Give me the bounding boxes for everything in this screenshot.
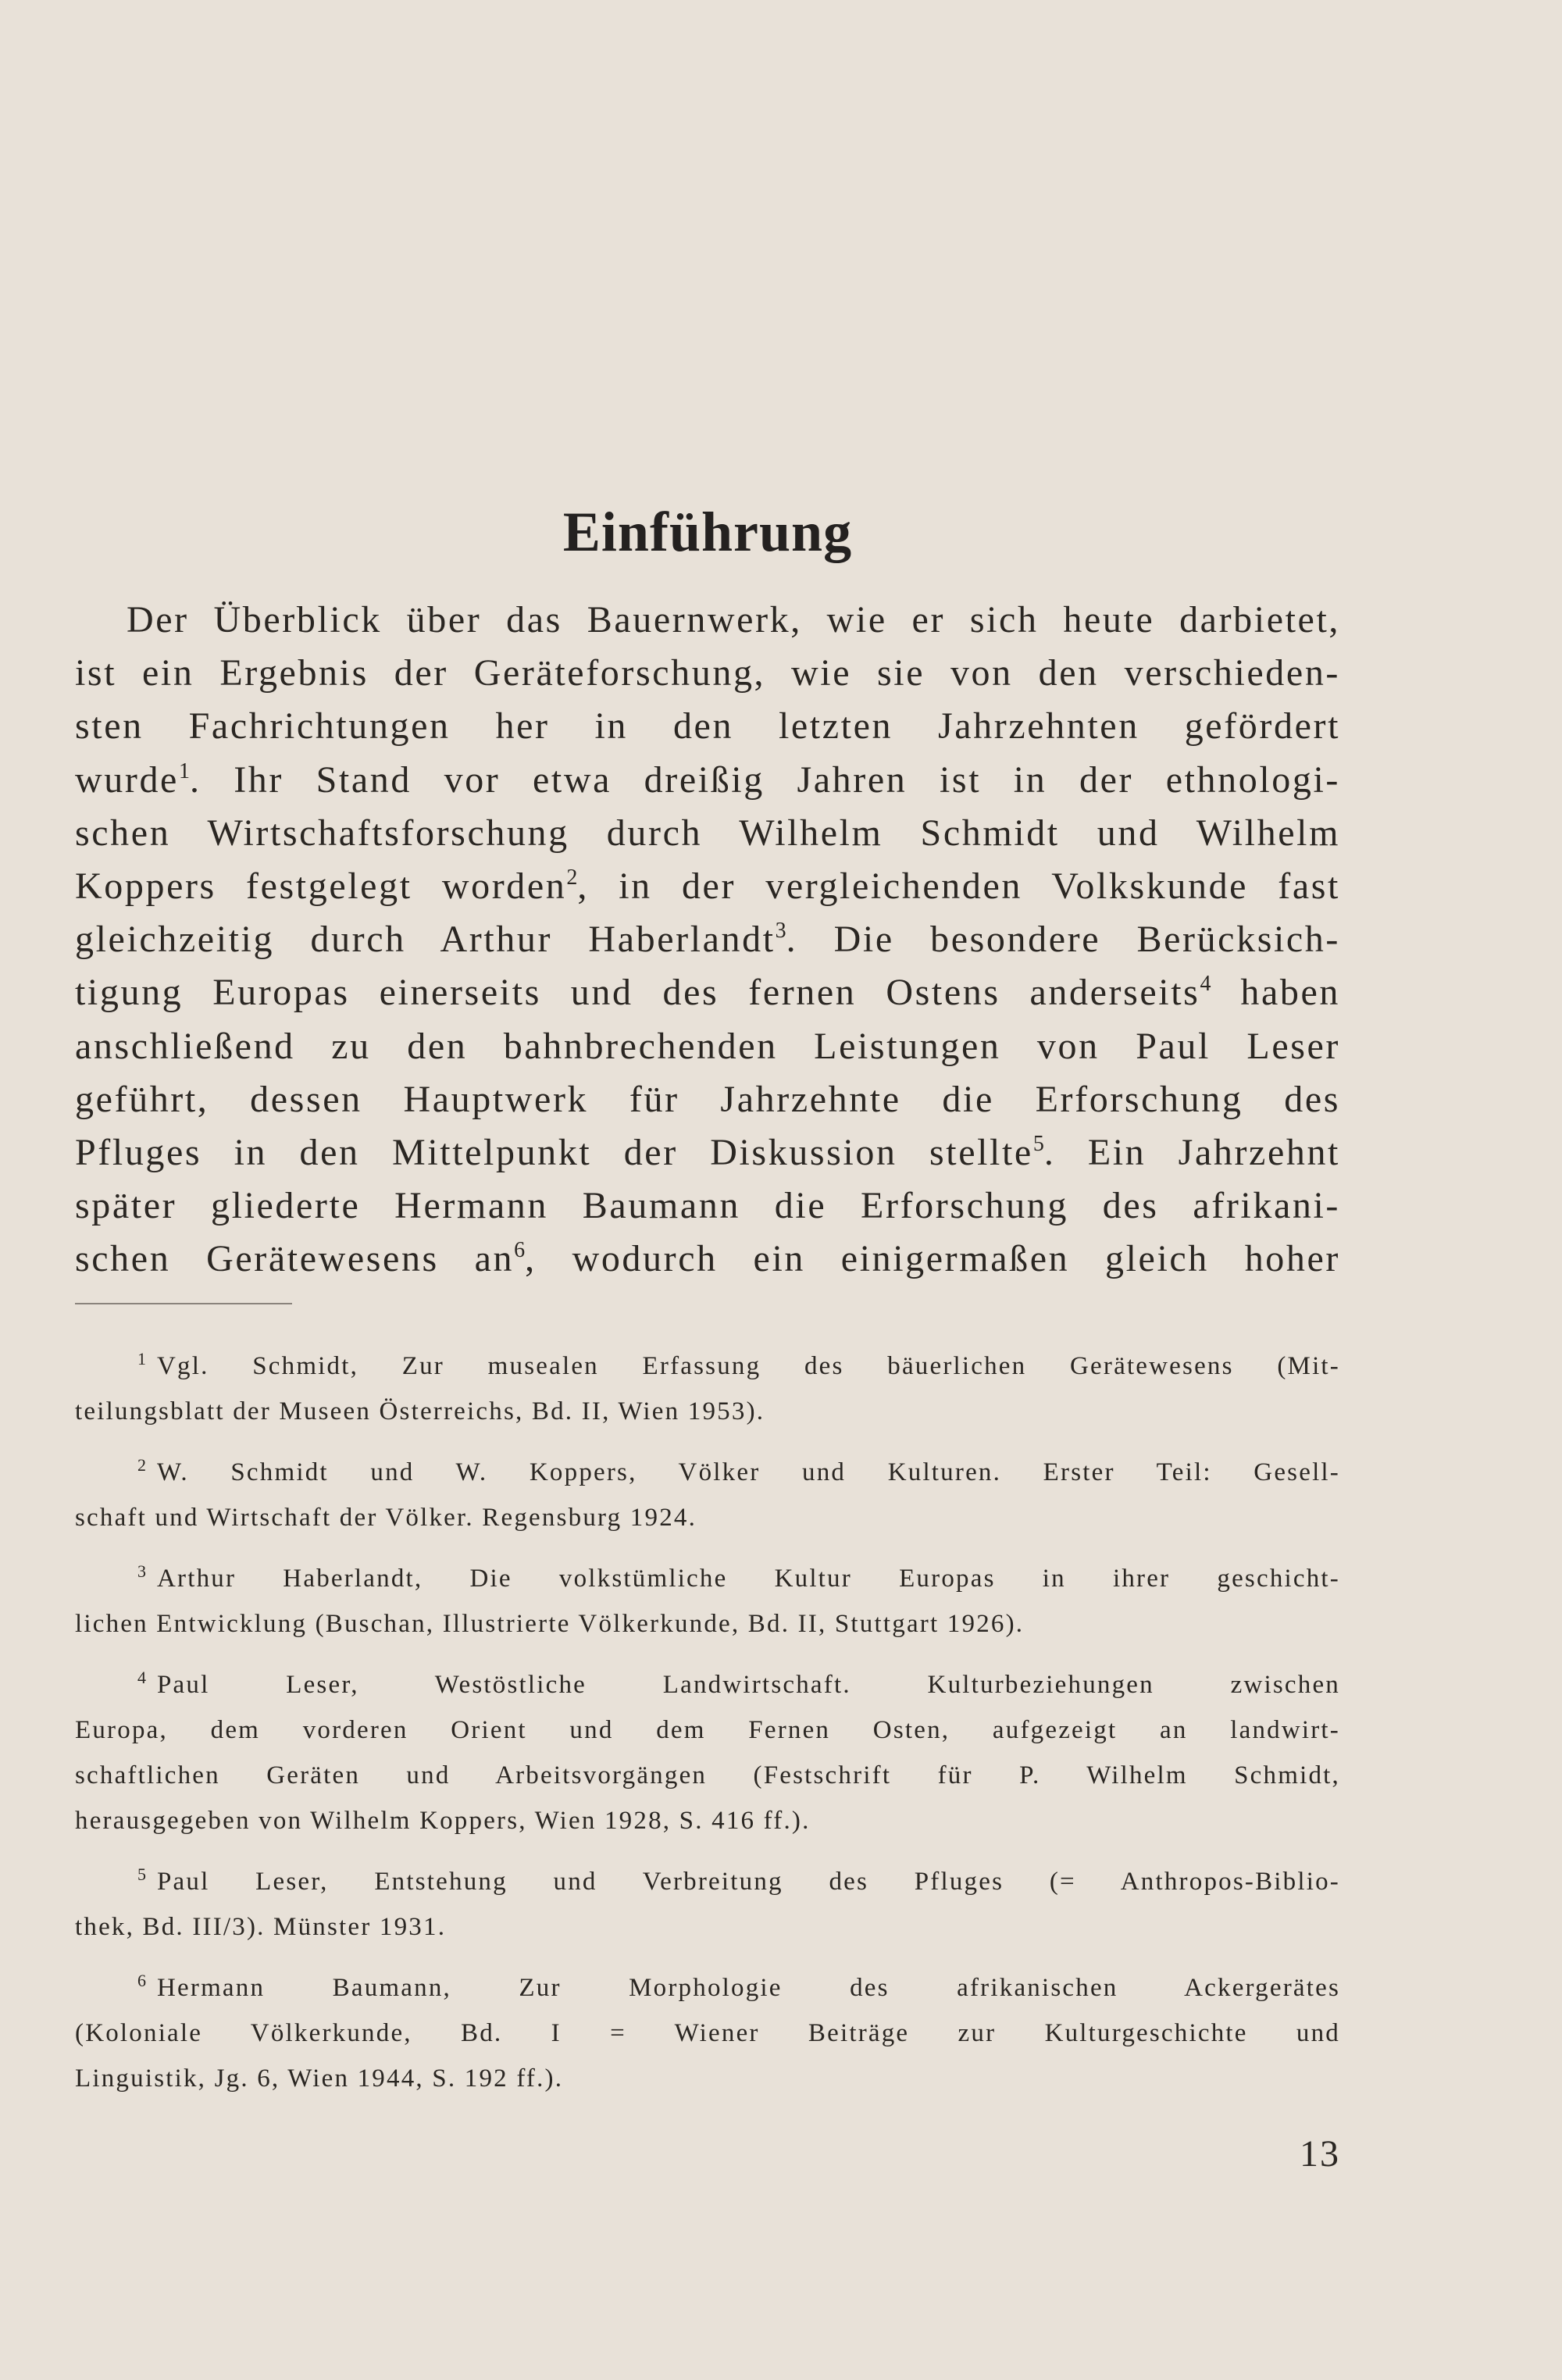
footnote-3 xyxy=(75,1556,1340,1647)
footnote-line: Linguistik, Jg. 6, Wien 1944, S. 192 ff.). xyxy=(75,2064,564,2093)
footnote-number: 5 xyxy=(137,1864,146,1884)
body-line: tigung Europas einerseits und des fernen Ostens anderseits$^4$ haben xyxy=(75,972,1340,1014)
body-line: später gliederte Hermann Baumann die Erforschung des afrikani- xyxy=(75,1185,1340,1227)
footnote-line: $^4$ Paul Leser, Westöstliche Landwirtschaft. Kulturbeziehungen zwischen xyxy=(137,1668,1340,1699)
footnote-line: teilungsblatt der Museen Österreichs, Bd. II, Wien 1953). xyxy=(75,1397,765,1426)
footnote-line: schaftlichen Geräten und Arbeitsvorgängen (Festschrift für P. Wilhelm Schmidt, xyxy=(75,1761,1340,1789)
footnote-line: (Koloniale Völkerkunde, Bd. I = Wiener Beiträge zur Kulturgeschichte und xyxy=(75,2019,1340,2047)
footnote-number: 4 xyxy=(137,1668,146,1687)
body-line: Koppers festgelegt worden$^2$, in der vergleichenden Volkskunde fast xyxy=(75,865,1340,907)
footnote-ref[interactable]: 6 xyxy=(514,1238,526,1263)
book-page xyxy=(75,0,1340,2380)
footnote-5 xyxy=(75,1859,1340,1950)
chapter-title: Einführung xyxy=(562,501,853,563)
footnote-line: lichen Entwicklung (Buschan, Illustrierte Völkerkunde, Bd. II, Stuttgart 1926). xyxy=(75,1610,1025,1638)
body-line: anschließend zu den bahnbrechenden Leistungen von Paul Leser xyxy=(75,1025,1340,1067)
body-line: gleichzeitig durch Arthur Haberlandt$^3$. Die besondere Berücksich- xyxy=(75,919,1340,961)
body-line: schen Gerätewesens $an^6$, wodurch ein einigermaßen gleich hoher xyxy=(75,1238,1340,1280)
footnote-divider xyxy=(75,1303,292,1304)
footnote-line: thek, Bd. III/3). Münster 1931. xyxy=(75,1913,447,1941)
footnote-line: schaft und Wirtschaft der Völker. Regensburg 1924. xyxy=(75,1504,697,1532)
body-line: Der Überblick über das Bauernwerk, wie er sich heute darbietet, xyxy=(127,599,1340,640)
footnote-line: $^2$ W. Schmidt und W. Koppers, Völker und Kulturen. Erster Teil: Gesell- xyxy=(137,1455,1340,1486)
footnotes xyxy=(75,1343,1340,2117)
footnote-1 xyxy=(75,1343,1340,1434)
footnote-number: 3 xyxy=(137,1561,146,1581)
footnote-4 xyxy=(75,1662,1340,1843)
body-line: Pfluges in den Mittelpunkt der Diskussion stellte$^5$. Ein Jahrzehnt xyxy=(75,1131,1340,1173)
footnote-line: $^5$ Paul Leser, Entstehung und Verbreitung des Pfluges (= Anthropos-Biblio- xyxy=(137,1864,1340,1896)
footnote-number: 6 xyxy=(137,1971,146,1990)
body-line: ist ein Ergebnis der Geräteforschung, wie sie von den verschieden- xyxy=(75,652,1340,694)
footnote-number: 1 xyxy=(137,1349,146,1368)
page-number: 13 xyxy=(1300,2133,1340,2175)
footnote-ref[interactable]: 2 xyxy=(566,865,578,890)
body-line: wurde$^1$. Ihr Stand vor etwa dreißig Jahren ist in der ethnologi- xyxy=(75,758,1340,801)
body-line: sten Fachrichtungen her in den letzten Jahrzehnten gefördert xyxy=(75,705,1340,748)
footnote-line: Europa, dem vorderen Orient und dem Fernen Osten, aufgezeigt an landwirt- xyxy=(75,1716,1340,1744)
footnote-line: $^3$ Arthur Haberlandt, Die volkstümliche Kultur Europas in ihrer geschicht- xyxy=(137,1561,1340,1593)
footnote-line: herausgegeben von Wilhelm Koppers, Wien 1928, S. 416 ff.). xyxy=(75,1807,811,1835)
footnote-line: $^1$ Vgl. Schmidt, Zur musealen Erfassung des bäuerlichen Gerätewesens (Mit- xyxy=(137,1349,1340,1380)
footnote-ref[interactable]: 1 xyxy=(178,758,190,783)
footnote-line: $^6$ Hermann Baumann, Zur Morphologie des afrikanischen Ackergerätes xyxy=(137,1971,1340,2002)
body-line: schen Wirtschaftsforschung durch Wilhelm Schmidt und Wilhelm xyxy=(75,812,1340,854)
footnote-number: 2 xyxy=(137,1455,146,1475)
footnote-ref[interactable]: 3 xyxy=(775,919,786,944)
footnote-6 xyxy=(75,1965,1340,2101)
footnote-2 xyxy=(75,1450,1340,1540)
body-line: geführt, dessen Hauptwerk für Jahrzehnte die Erforschung des xyxy=(75,1078,1340,1120)
body-paragraph xyxy=(75,594,1340,1286)
footnote-ref[interactable]: 4 xyxy=(1200,972,1211,997)
footnote-ref[interactable]: 5 xyxy=(1032,1131,1044,1156)
